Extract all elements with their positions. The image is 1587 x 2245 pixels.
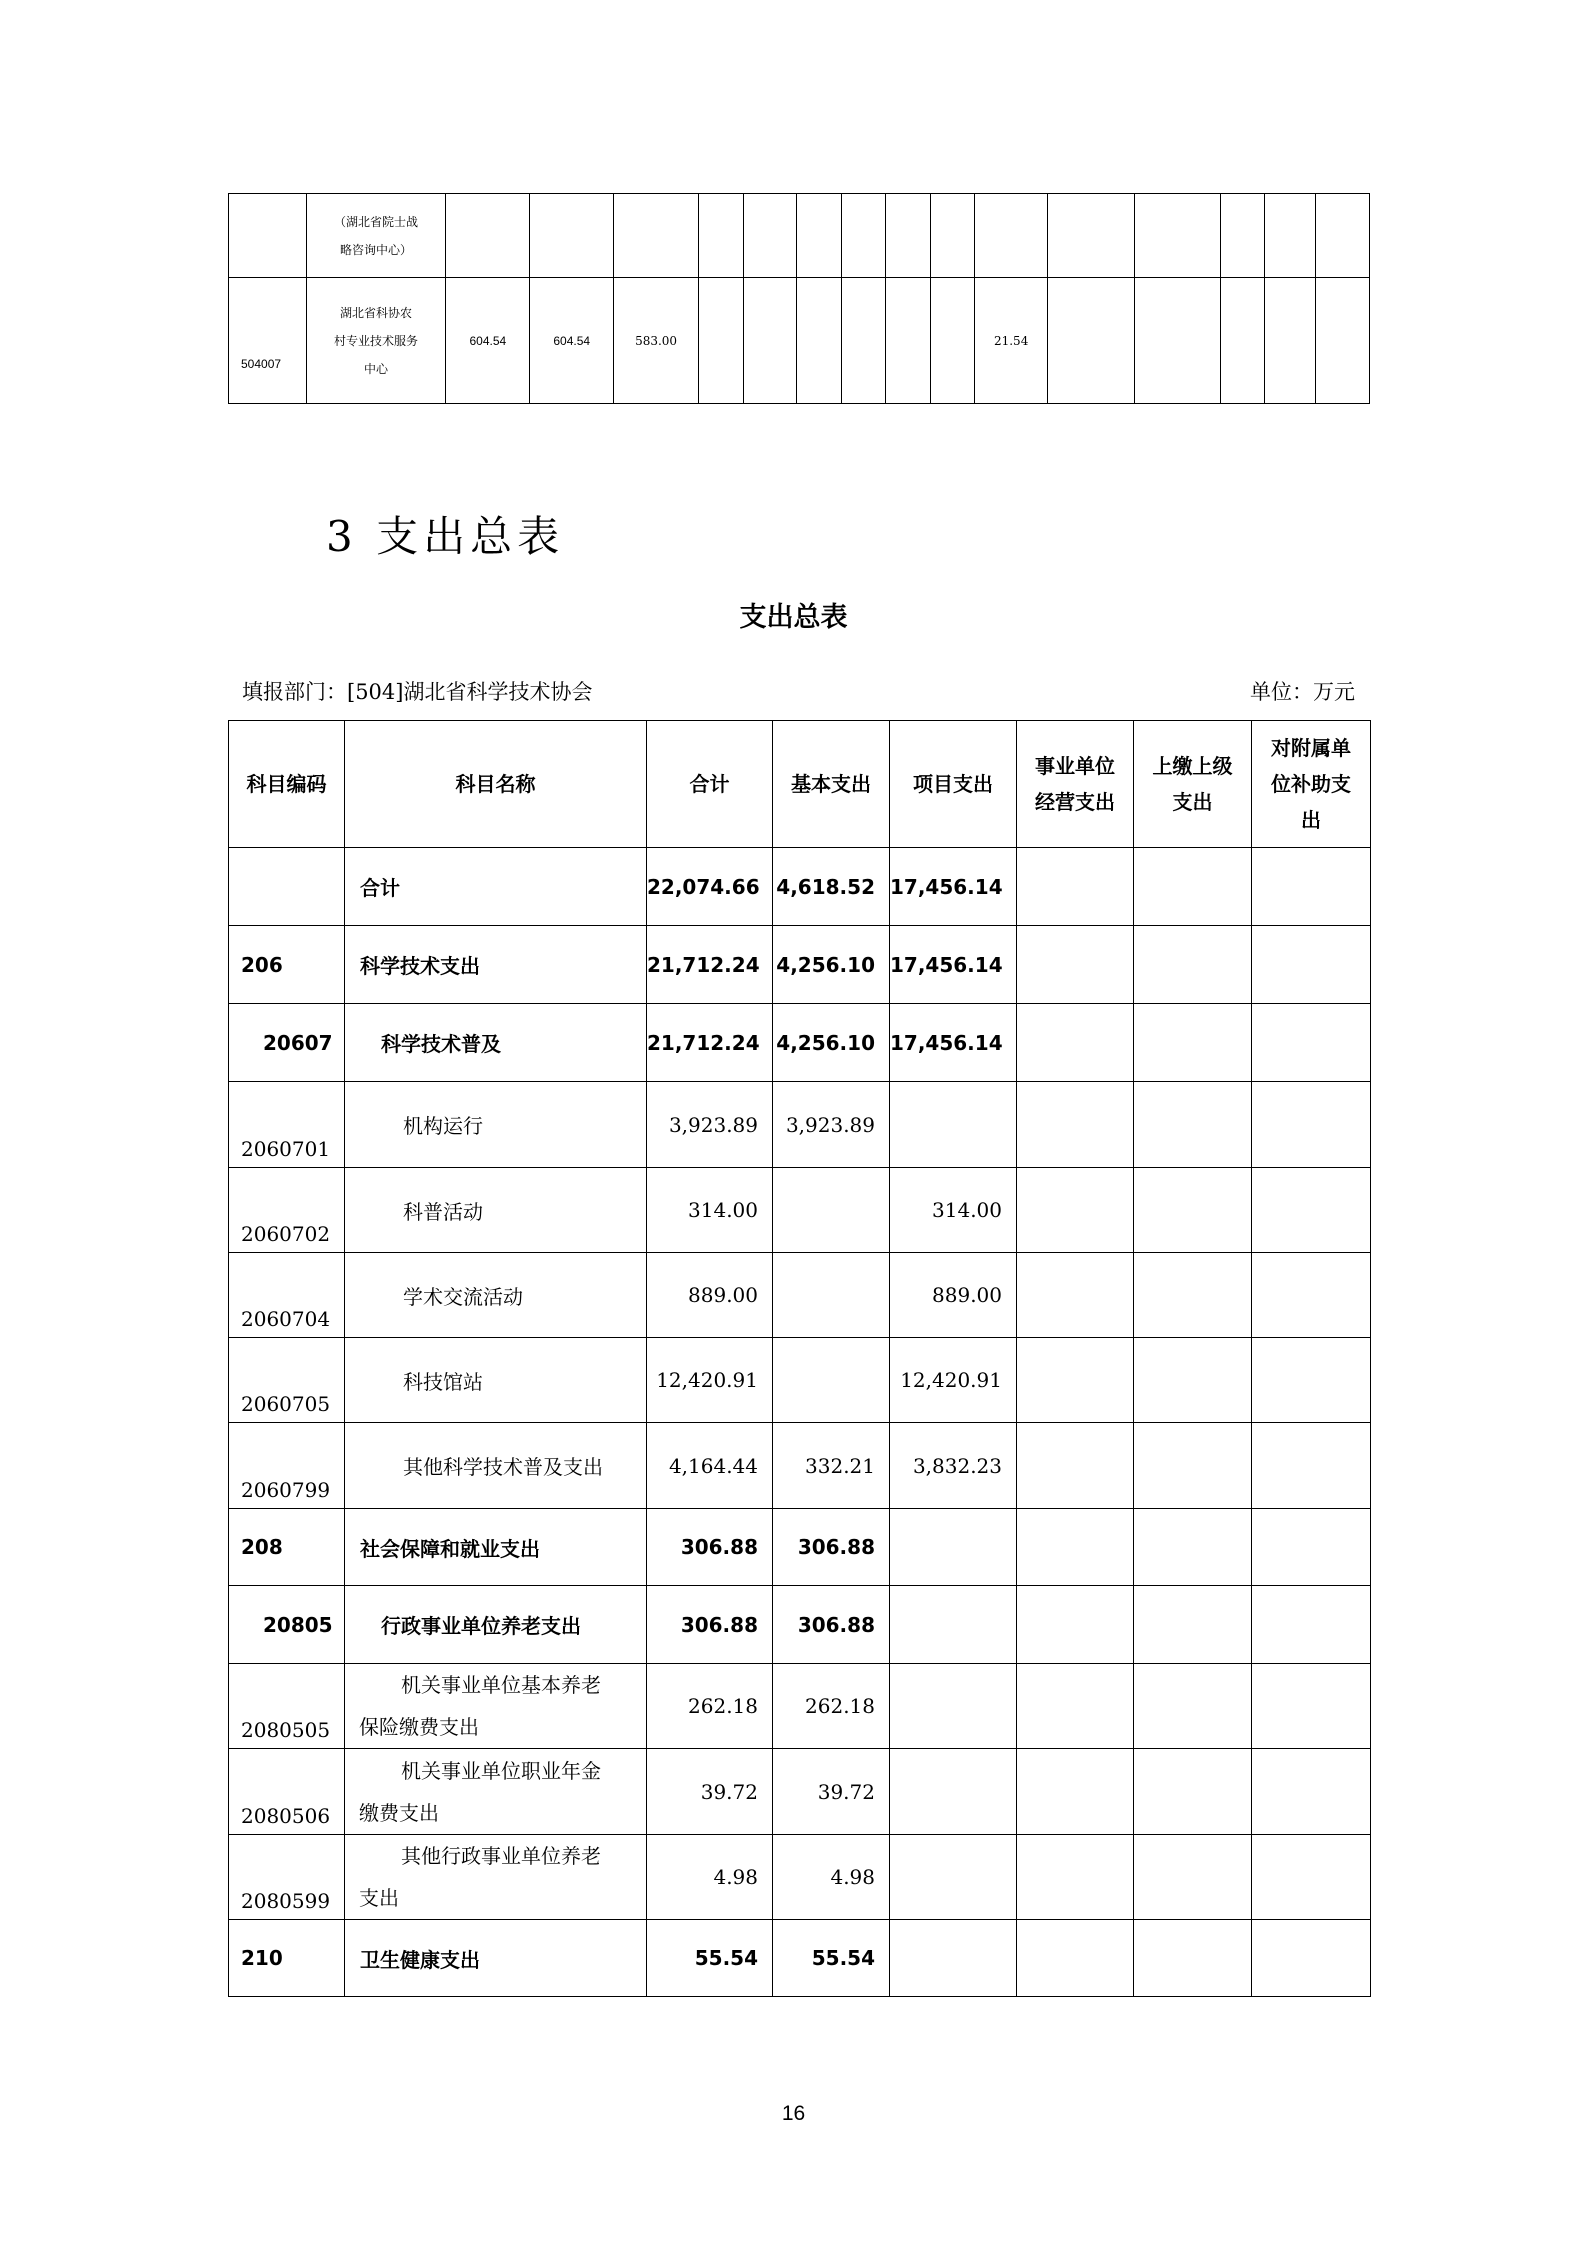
basic-cell: 4,618.52 (773, 848, 890, 926)
empty-cell (699, 278, 744, 404)
empty-cell (1252, 1253, 1371, 1338)
total-cell: 55.54 (647, 1920, 773, 1997)
empty-cell (1134, 1664, 1252, 1749)
basic-cell: 604.54 (530, 278, 614, 404)
empty-cell (1134, 926, 1252, 1004)
table-row (229, 194, 1370, 278)
empty-cell (1017, 926, 1134, 1004)
name-cell: 科学技术支出 (345, 926, 647, 1004)
total-cell: 39.72 (647, 1749, 773, 1835)
total-cell: 3,923.89 (647, 1082, 773, 1168)
name-cell (345, 1664, 647, 1749)
empty-cell (1220, 278, 1265, 404)
name-line: （湖北省院士战 (334, 214, 419, 229)
name-cell: 卫生健康支出 (345, 1920, 647, 1997)
fiscal-cell: 583.00 (614, 278, 699, 404)
code-cell: 2060799 (229, 1423, 345, 1509)
empty-cell (1017, 1082, 1134, 1168)
project-cell (890, 1835, 1017, 1920)
empty-cell (1017, 1338, 1134, 1423)
empty-cell (1017, 1253, 1134, 1338)
empty-cell (1134, 1920, 1252, 1997)
project-cell: 12,420.91 (890, 1338, 1017, 1423)
empty-cell (699, 194, 744, 278)
table-row (229, 1749, 1371, 1835)
basic-cell (773, 1168, 890, 1253)
empty-cell (1017, 1586, 1134, 1664)
basic-cell: 306.88 (773, 1586, 890, 1664)
total-cell: 22,074.66 (647, 848, 773, 926)
header-line: 位补助支 (1271, 772, 1351, 796)
empty-cell (1134, 1423, 1252, 1509)
code-cell (229, 194, 307, 278)
empty-cell (841, 194, 886, 278)
table-row (229, 1004, 1371, 1082)
basic-cell: 4,256.10 (773, 1004, 890, 1082)
name-cell: 科普活动 (345, 1168, 647, 1253)
project-cell: 17,456.14 (890, 1004, 1017, 1082)
empty-cell (1134, 1004, 1252, 1082)
header-line: 经营支出 (1035, 790, 1115, 814)
section-heading: 3 支出总表 (326, 512, 565, 561)
total-cell: 306.88 (647, 1509, 773, 1586)
empty-cell (1252, 1835, 1371, 1920)
empty-cell (930, 278, 975, 404)
other-cell (975, 194, 1047, 278)
code-cell: 2060704 (229, 1253, 345, 1338)
code-cell: 208 (229, 1509, 345, 1586)
project-cell (890, 1586, 1017, 1664)
table-row (229, 926, 1371, 1004)
name-cell (306, 194, 446, 278)
total-cell: 4,164.44 (647, 1423, 773, 1509)
code-cell: 206 (229, 926, 345, 1004)
name-cell: 行政事业单位养老支出 (345, 1586, 647, 1664)
name-cell (345, 1749, 647, 1835)
empty-cell (1017, 1664, 1134, 1749)
total-cell: 12,420.91 (647, 1338, 773, 1423)
empty-cell (1017, 1835, 1134, 1920)
empty-cell (743, 278, 797, 404)
code-cell: 2060702 (229, 1168, 345, 1253)
table-row (229, 1664, 1371, 1749)
basic-cell: 39.72 (773, 1749, 890, 1835)
table-row (229, 1338, 1371, 1423)
table-title: 支出总表 (739, 602, 848, 633)
table-row (229, 1168, 1371, 1253)
basic-cell: 332.21 (773, 1423, 890, 1509)
header-line: 对附属单 (1271, 736, 1351, 760)
empty-cell (1134, 278, 1220, 404)
name-line: 湖北省科协农 (340, 305, 413, 320)
empty-cell (1017, 848, 1134, 926)
basic-cell: 4.98 (773, 1835, 890, 1920)
empty-cell (1252, 1749, 1371, 1835)
table-row (229, 1586, 1371, 1664)
empty-cell (1265, 278, 1316, 404)
empty-cell (1265, 194, 1316, 278)
empty-cell (1316, 278, 1370, 404)
header-project: 项目支出 (890, 721, 1017, 848)
empty-cell (1017, 1423, 1134, 1509)
empty-cell (1134, 194, 1220, 278)
name-cell: 合计 (345, 848, 647, 926)
empty-cell (886, 194, 931, 278)
empty-cell (1134, 1835, 1252, 1920)
fiscal-cell (614, 194, 699, 278)
empty-cell (1017, 1004, 1134, 1082)
empty-cell (1017, 1920, 1134, 1997)
basic-cell: 4,256.10 (773, 926, 890, 1004)
basic-cell: 55.54 (773, 1920, 890, 1997)
project-cell (890, 1509, 1017, 1586)
name-cell: 科技馆站 (345, 1338, 647, 1423)
basic-cell (773, 1338, 890, 1423)
empty-cell (1134, 848, 1252, 926)
header-line: 支出 (1172, 790, 1213, 814)
empty-cell (1252, 1082, 1371, 1168)
header-code: 科目编码 (229, 721, 345, 848)
name-line: 其他行政事业单位养老 (401, 1844, 601, 1868)
basic-cell: 262.18 (773, 1664, 890, 1749)
empty-cell (1252, 1664, 1371, 1749)
empty-cell (1134, 1253, 1252, 1338)
basic-cell: 306.88 (773, 1509, 890, 1586)
total-cell: 21,712.24 (647, 1004, 773, 1082)
basic-cell: 3,923.89 (773, 1082, 890, 1168)
name-line: 保险缴费支出 (359, 1715, 479, 1739)
total-cell (446, 194, 530, 278)
empty-cell (1252, 1168, 1371, 1253)
name-cell: 社会保障和就业支出 (345, 1509, 647, 1586)
project-cell: 17,456.14 (890, 848, 1017, 926)
empty-cell (1047, 278, 1134, 404)
project-cell (890, 1664, 1017, 1749)
header-line: 出 (1301, 808, 1321, 832)
total-cell: 889.00 (647, 1253, 773, 1338)
empty-cell (1316, 194, 1370, 278)
code-cell: 2060701 (229, 1082, 345, 1168)
empty-cell (1252, 1920, 1371, 1997)
total-cell: 314.00 (647, 1168, 773, 1253)
empty-cell (841, 278, 886, 404)
header-row (229, 721, 1371, 848)
empty-cell (1134, 1586, 1252, 1664)
name-cell (345, 1835, 647, 1920)
empty-cell (1134, 1082, 1252, 1168)
header-business (1017, 721, 1134, 848)
basic-cell (530, 194, 614, 278)
code-cell: 2080506 (229, 1749, 345, 1835)
header-total: 合计 (647, 721, 773, 848)
expenditure-summary-table (228, 720, 1371, 1997)
project-cell (890, 1082, 1017, 1168)
name-cell: 其他科学技术普及支出 (345, 1423, 647, 1509)
empty-cell (886, 278, 931, 404)
dept-label: 填报部门：[504]湖北省科学技术协会 (242, 680, 593, 704)
empty-cell (930, 194, 975, 278)
project-cell: 17,456.14 (890, 926, 1017, 1004)
empty-cell (1252, 926, 1371, 1004)
empty-cell (1134, 1749, 1252, 1835)
project-cell (890, 1920, 1017, 1997)
total-cell: 604.54 (446, 278, 530, 404)
unit-label: 单位：万元 (1250, 680, 1355, 704)
table-row (229, 1835, 1371, 1920)
total-cell: 306.88 (647, 1586, 773, 1664)
basic-cell (773, 1253, 890, 1338)
total-cell: 262.18 (647, 1664, 773, 1749)
other-cell: 21.54 (975, 278, 1047, 404)
project-cell: 3,832.23 (890, 1423, 1017, 1509)
code-cell: 2080599 (229, 1835, 345, 1920)
table-row (229, 1253, 1371, 1338)
name-line: 机关事业单位职业年金 (401, 1758, 601, 1783)
empty-cell (1252, 1004, 1371, 1082)
code-cell: 20607 (229, 1004, 345, 1082)
header-subsidy (1252, 721, 1371, 848)
code-cell: 2060705 (229, 1338, 345, 1423)
name-cell: 机构运行 (345, 1082, 647, 1168)
name-cell: 学术交流活动 (345, 1253, 647, 1338)
header-name: 科目名称 (345, 721, 647, 848)
empty-cell (1017, 1749, 1134, 1835)
empty-cell (1252, 1338, 1371, 1423)
total-cell: 4.98 (647, 1835, 773, 1920)
header-upper (1134, 721, 1252, 848)
page-number: 16 (781, 2102, 806, 2125)
name-cell (306, 278, 446, 404)
code-cell: 20805 (229, 1586, 345, 1664)
empty-cell (797, 194, 842, 278)
empty-cell (797, 278, 842, 404)
table-row (229, 278, 1370, 404)
empty-cell (1252, 848, 1371, 926)
empty-cell (1134, 1168, 1252, 1253)
empty-cell (743, 194, 797, 278)
empty-cell (1252, 1423, 1371, 1509)
name-line: 略咨询中心） (340, 242, 413, 257)
empty-cell (1252, 1586, 1371, 1664)
header-basic: 基本支出 (773, 721, 890, 848)
continued-revenue-table (228, 193, 1370, 404)
project-cell: 314.00 (890, 1168, 1017, 1253)
empty-cell (1017, 1168, 1134, 1253)
name-line: 支出 (359, 1886, 399, 1910)
name-line: 缴费支出 (359, 1800, 439, 1825)
name-cell: 科学技术普及 (345, 1004, 647, 1082)
empty-cell (1252, 1509, 1371, 1586)
table-row (229, 1509, 1371, 1586)
name-line: 中心 (364, 361, 389, 376)
table-row (229, 848, 1371, 926)
table-row (229, 1920, 1371, 1997)
table-row (229, 1082, 1371, 1168)
empty-cell (1017, 1509, 1134, 1586)
header-line: 上缴上级 (1152, 754, 1233, 778)
project-cell (890, 1749, 1017, 1835)
empty-cell (1134, 1509, 1252, 1586)
code-cell (229, 848, 345, 926)
empty-cell (1134, 1338, 1252, 1423)
total-cell: 21,712.24 (647, 926, 773, 1004)
name-line: 机关事业单位基本养老 (401, 1673, 601, 1697)
table-row (229, 1423, 1371, 1509)
name-line: 村专业技术服务 (334, 333, 419, 348)
code-cell: 504007 (229, 278, 307, 404)
empty-cell (1220, 194, 1265, 278)
header-line: 事业单位 (1035, 754, 1115, 778)
code-cell: 2080505 (229, 1664, 345, 1749)
project-cell: 889.00 (890, 1253, 1017, 1338)
code-cell: 210 (229, 1920, 345, 1997)
empty-cell (1047, 194, 1134, 278)
